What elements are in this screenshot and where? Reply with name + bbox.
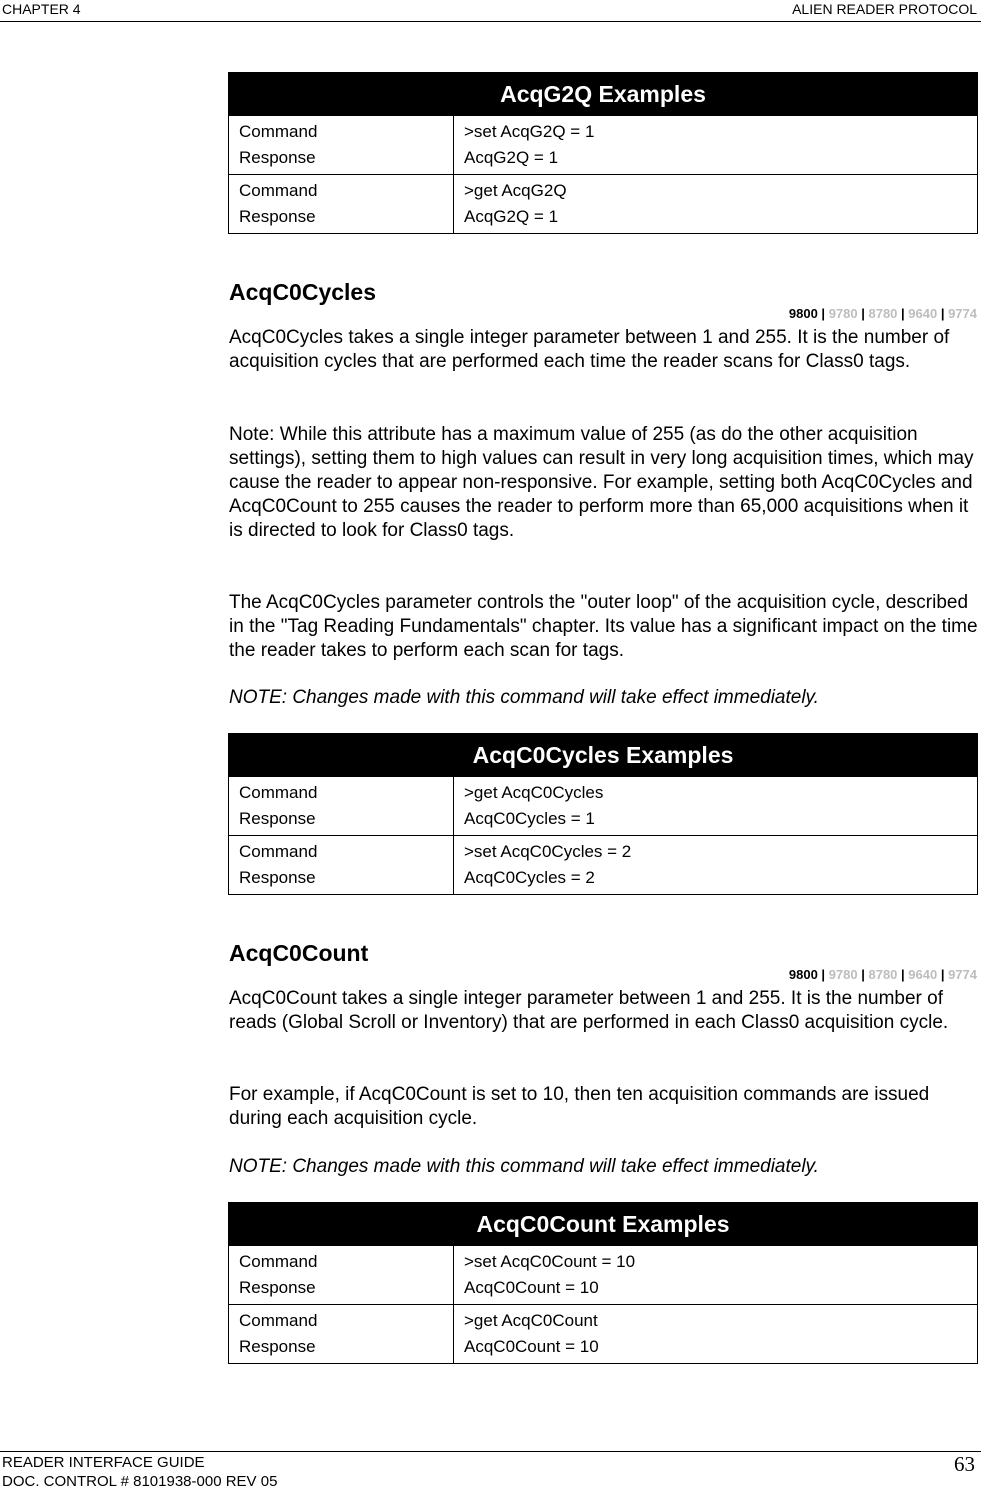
row-label: Response — [239, 809, 316, 828]
table-row — [229, 836, 978, 895]
acqc0count-examples-table — [228, 1202, 978, 1364]
section-title-acqc0count: AcqC0Count — [229, 940, 369, 966]
row-label: Command — [239, 842, 318, 861]
response-text: AcqC0Cycles = 2 — [464, 868, 595, 887]
count-description: AcqC0Count takes a single integer parameter between 1 and 255. It is the number of reads (Global Scroll or Inventory) that are performed in each Class0 acquisition cycle. — [229, 988, 949, 1033]
row-label: Command — [239, 181, 318, 200]
table-title: AcqG2Q Examples — [229, 73, 978, 116]
count-example: For example, if AcqC0Count is set to 10, then ten acquisition commands are issued during each acquisition cycle. — [229, 1084, 930, 1129]
table-row — [229, 175, 978, 234]
acqg2q-examples-table — [228, 72, 978, 234]
acqc0cycles-examples-table — [228, 733, 978, 895]
protocol-label: ALIEN READER PROTOCOL — [792, 1, 977, 17]
table-row — [229, 1246, 978, 1305]
count-immediate-note: NOTE: Changes made with this command will take effect immediately. — [229, 1156, 819, 1177]
response-text: AcqC0Cycles = 1 — [464, 809, 595, 828]
row-label: Response — [239, 1278, 316, 1297]
command-text: >set AcqC0Count = 10 — [464, 1252, 636, 1271]
cycles-note: Note: While this attribute has a maximum value of 255 (as do the other acquisition settings), setting them to high values can result in very long acquisition times, which may cause the reader to appear non-responsive. For example, setting both AcqC0Cycles and AcqC0Count to 255 causes the reader to perform more than 65,000 acquisitions when it is directed to look for Class0 tags. — [229, 424, 974, 541]
cycles-description: AcqC0Cycles takes a single integer parameter between 1 and 255. It is the number of acquisition cycles that are performed each time the reader scans for Class0 tags. — [229, 327, 950, 372]
chapter-label: CHAPTER 4 — [2, 1, 81, 17]
page-number: 63 — [954, 1452, 975, 1476]
section-title-acqc0cycles: AcqC0Cycles — [229, 279, 377, 305]
model-9800: 9800 — [788, 306, 818, 321]
table-row — [229, 116, 978, 175]
response-text: AcqG2Q = 1 — [464, 148, 559, 167]
model-9774: 9774 — [948, 306, 977, 321]
row-label: Command — [239, 1252, 318, 1271]
model-9800: 9800 — [788, 967, 818, 982]
doc-control-label: DOC. CONTROL # 8101938-000 REV 05 — [2, 1473, 278, 1490]
command-text: >set AcqG2Q = 1 — [464, 122, 595, 141]
model-8780: 8780 — [868, 967, 898, 982]
cycles-outer-loop: The AcqC0Cycles parameter controls the "outer loop" of the acquisition cycle, described in the "Tag Reading Fundamentals" chapter. Its value has a significant impact on the time the reader takes to perform each scan for tags. — [229, 592, 978, 661]
model-9640: 9640 — [908, 967, 938, 982]
cycles-immediate-note: NOTE: Changes made with this command will take effect immediately. — [229, 687, 819, 708]
table-row — [229, 777, 978, 836]
row-label: Command — [239, 783, 318, 802]
command-text: >get AcqC0Count — [464, 1311, 598, 1330]
command-text: >get AcqC0Cycles — [464, 783, 604, 802]
model-9640: 9640 — [908, 306, 938, 321]
table-title: AcqC0Cycles Examples — [229, 734, 978, 777]
response-text: AcqC0Count = 10 — [464, 1337, 599, 1356]
row-label: Command — [239, 122, 318, 141]
model-9780: 9780 — [828, 967, 858, 982]
command-text: >get AcqG2Q — [464, 181, 567, 200]
response-text: AcqG2Q = 1 — [464, 207, 559, 226]
row-label: Command — [239, 1311, 318, 1330]
row-label: Response — [239, 1337, 316, 1356]
command-text: >set AcqC0Cycles = 2 — [464, 842, 632, 861]
table-row — [229, 1305, 978, 1364]
row-label: Response — [239, 148, 316, 167]
model-list: 9800 | 9780 | 8780 | 9640 | 9774 — [788, 967, 977, 982]
response-text: AcqC0Count = 10 — [464, 1278, 599, 1297]
page-footer — [0, 1451, 981, 1493]
model-9774: 9774 — [948, 967, 977, 982]
row-label: Response — [239, 207, 316, 226]
model-8780: 8780 — [868, 306, 898, 321]
table-title: AcqC0Count Examples — [229, 1203, 978, 1246]
model-9780: 9780 — [828, 306, 858, 321]
guide-label: READER INTERFACE GUIDE — [2, 1454, 205, 1471]
page-header — [0, 0, 981, 22]
model-list: 9800 | 9780 | 8780 | 9640 | 9774 — [788, 306, 977, 321]
row-label: Response — [239, 868, 316, 887]
